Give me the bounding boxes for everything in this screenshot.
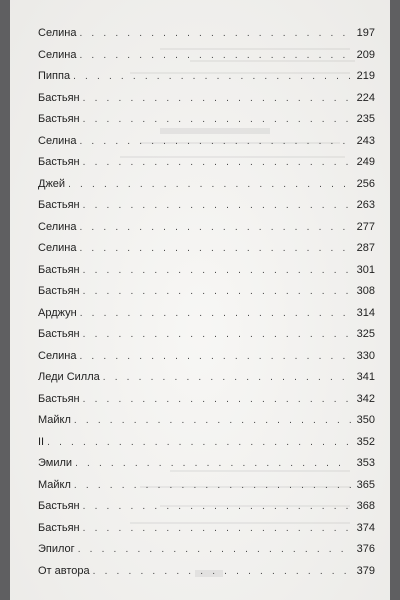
toc-entry-page: 342 [356,392,375,405]
toc-entry-title: Бастьян [38,91,80,104]
toc-leader-dots [83,157,351,168]
table-of-contents [38,27,375,586]
toc-entry-title: Бастьян [38,285,80,297]
toc-entry-page: 368 [356,500,375,512]
toc-leader-dots [75,458,351,469]
toc-leader-dots [83,265,351,276]
toc-entry [38,436,375,458]
toc-entry-title: II [38,435,45,448]
toc-entry-page: 350 [356,414,375,426]
toc-entry [38,242,375,264]
toc-entry-page: 197 [356,27,375,39]
toc-leader-dots [79,136,351,147]
toc-entry [38,565,375,587]
toc-entry [38,522,375,544]
toc-entry [38,371,375,393]
toc-entry-title: От автора [38,564,90,577]
toc-entry [38,328,375,350]
toc-entry-page: 263 [356,199,375,211]
toc-entry-title: Селина [38,27,77,39]
toc-entry [38,92,375,114]
toc-entry [38,285,375,307]
book-page [10,0,390,600]
toc-entry-page: 352 [356,435,375,448]
toc-entry-title: Бастьян [38,521,80,534]
toc-leader-dots [83,523,351,534]
toc-entry-page: 277 [356,220,375,233]
toc-leader-dots [79,222,351,233]
toc-leader-dots [93,566,351,577]
toc-leader-dots [103,372,351,383]
toc-entry [38,543,375,565]
toc-entry-title: Джей [38,177,66,190]
toc-leader-dots [83,114,351,125]
toc-entry-page: 365 [356,478,375,491]
toc-leader-dots [74,415,351,426]
toc-entry-title: Бастьян [38,113,80,125]
toc-entry [38,500,375,522]
toc-entry [38,27,375,49]
toc-entry-title: Бастьян [38,156,80,168]
toc-entry-page: 325 [356,328,375,340]
toc-entry-title: Леди Силла [38,371,100,383]
toc-leader-dots [83,329,351,340]
toc-entry-title: Бастьян [38,392,80,405]
toc-entry-title: Бастьян [38,199,80,211]
toc-leader-dots [78,544,351,555]
toc-entry [38,113,375,135]
toc-entry [38,178,375,200]
toc-leader-dots [83,93,351,104]
toc-entry [38,479,375,501]
toc-entry-page: 301 [356,263,375,276]
toc-entry-page: 353 [356,457,375,469]
toc-entry [38,70,375,92]
toc-leader-dots [83,394,351,405]
toc-leader-dots [79,50,351,61]
toc-entry-title: Селина [38,134,77,147]
toc-entry-page: 224 [356,91,375,104]
toc-entry-title: Арджун [38,306,77,319]
toc-entry-page: 209 [356,48,375,61]
toc-leader-dots [74,480,351,491]
toc-entry-page: 314 [356,306,375,319]
toc-entry [38,49,375,71]
toc-entry [38,307,375,329]
toc-entry-page: 341 [356,371,375,383]
toc-leader-dots [73,71,351,82]
toc-entry-title: Селина [38,349,77,362]
toc-entry-page: 256 [356,177,375,190]
toc-entry-title: Селина [38,48,77,61]
toc-entry [38,221,375,243]
toc-leader-dots [79,243,351,254]
toc-leader-dots [79,28,351,39]
toc-entry [38,457,375,479]
toc-leader-dots [47,437,351,448]
toc-entry-title: Эпилог [38,543,75,555]
toc-entry [38,414,375,436]
toc-entry-page: 243 [356,134,375,147]
toc-entry [38,393,375,415]
toc-entry-title: Селина [38,242,77,254]
toc-entry-page: 249 [356,156,375,168]
toc-leader-dots [80,308,351,319]
toc-entry-title: Майкл [38,414,71,426]
toc-entry-title: Бастьян [38,263,80,276]
toc-entry-page: 374 [356,521,375,534]
toc-entry-title: Эмили [38,457,73,469]
toc-entry-title: Селина [38,220,77,233]
toc-entry [38,135,375,157]
toc-entry [38,264,375,286]
toc-entry [38,156,375,178]
toc-leader-dots [68,179,351,190]
toc-entry-page: 376 [356,543,375,555]
toc-entry-title: Бастьян [38,328,80,340]
toc-leader-dots [79,351,351,362]
toc-entry-title: Бастьян [38,500,80,512]
toc-entry-title: Пиппа [38,70,71,82]
toc-entry-page: 287 [356,242,375,254]
toc-entry [38,199,375,221]
toc-entry-page: 235 [356,113,375,125]
toc-entry-page: 330 [356,349,375,362]
toc-entry-page: 219 [356,70,375,82]
toc-entry-title: Майкл [38,478,71,491]
toc-entry [38,350,375,372]
toc-entry-page: 308 [356,285,375,297]
toc-leader-dots [83,501,351,512]
toc-entry-page: 379 [356,564,375,577]
toc-leader-dots [83,200,351,211]
toc-leader-dots [83,286,351,297]
